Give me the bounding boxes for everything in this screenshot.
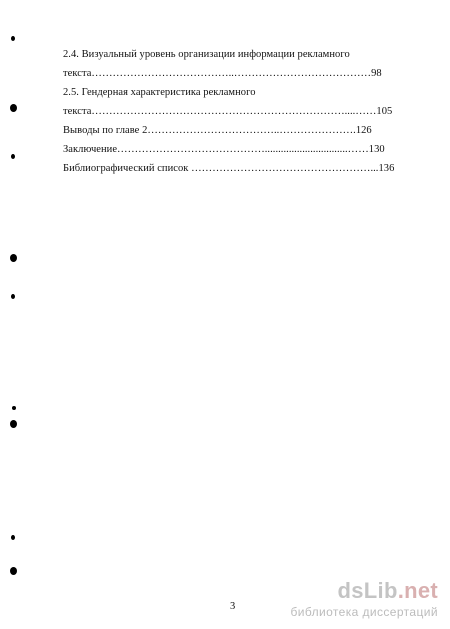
- toc-entry-conclusions-chapter-2: Выводы по главе 2………………………………..………………….126: [63, 125, 372, 136]
- watermark-brand-domain: .net: [397, 578, 438, 603]
- scan-dot: [10, 104, 17, 112]
- scan-dot: [11, 36, 15, 41]
- watermark-brand: [291, 580, 439, 602]
- scan-dot: [12, 406, 16, 410]
- scan-dot: [10, 567, 17, 575]
- toc-entry-2-5-title: 2.5. Гендерная характеристика рекламного: [63, 87, 256, 98]
- scan-dot: [11, 294, 15, 299]
- toc-entry-conclusion: Заключение……………………………………...............................……130: [63, 144, 385, 155]
- scan-dot: [11, 154, 15, 159]
- toc-entry-2-4-title: 2.4. Визуальный уровень организации информации рекламного: [63, 49, 350, 60]
- page-number: 3: [230, 601, 236, 612]
- toc-entry-2-5-page: текста………………………………………………………………....……105: [63, 106, 393, 117]
- scan-dot: [10, 420, 17, 428]
- scan-dot: [11, 535, 15, 540]
- watermark-subtitle: библиотека диссертаций: [290, 605, 438, 619]
- watermark-brand-name: dsLib: [337, 578, 398, 603]
- toc-entry-bibliography: Библиографический список ……………………………………………...136: [63, 163, 395, 174]
- watermark-logo: [291, 580, 439, 620]
- scan-dot: [10, 254, 17, 262]
- toc-entry-2-4-page: текста…………………………………..…………………………………98: [63, 68, 382, 79]
